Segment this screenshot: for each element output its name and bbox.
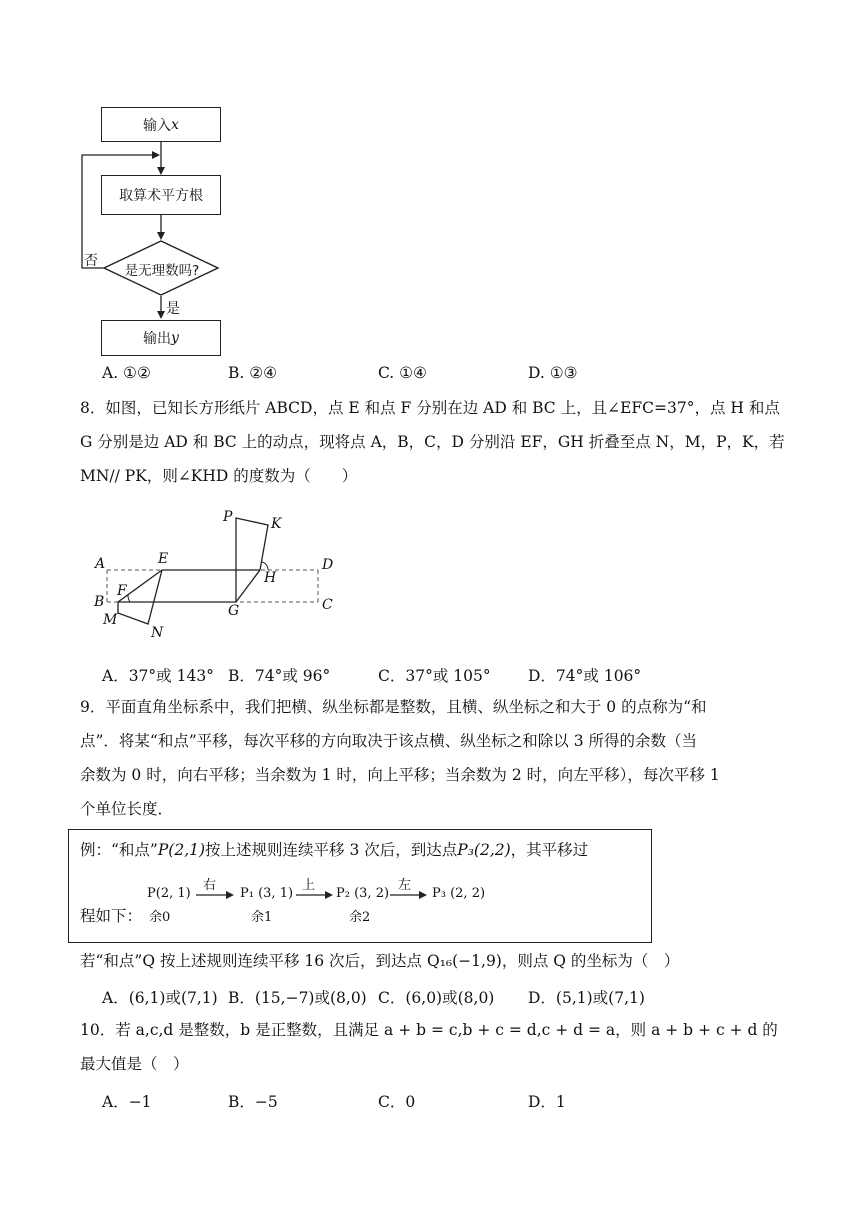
q8-label-b: B [94,594,105,610]
q7-option-a: A. ①② [102,364,151,382]
q8-label-h: H [264,570,277,586]
flow-output-label: 输出 [143,331,172,347]
q8-label-m: M [103,612,118,628]
q9-line-3: 余数为 0 时，向右平移；当余数为 1 时，向上平移；当余数为 2 时，向左平移），每次平移 1 [80,766,720,784]
q8-label-f: F [117,583,127,599]
q8-label-e: E [158,551,169,567]
q9-example-suffix: ，其平移过 [510,841,589,859]
q8-label-p: P [223,509,233,525]
q7-option-b: B. ②④ [228,364,278,382]
flow-no-label: 否 [84,253,98,269]
q9-chain-p3: P₃ (2, 2) [432,886,486,901]
q8-label-g: G [228,603,240,619]
q9-chain-rem2: 余2 [349,910,371,925]
q9-line-4: 个单位长度． [80,800,174,818]
q9-chain-rem1: 余1 [251,910,273,925]
q9-chain-p0: P(2, 1) [147,886,191,901]
q8-label-n: N [151,625,164,641]
q9-chain-dir2: 上 [302,878,316,893]
q9-chain-p2: P₂ (3, 2) [336,886,390,901]
q9-chain-dir3: 左 [398,878,412,893]
q9-option-d: D．(5,1)或(7,1) [528,989,645,1007]
q8-line-1: 8．如图，已知长方形纸片 ABCD，点 E 和点 F 分别在边 AD 和 BC 上，且∠EFC=37°，点 H 和点 [80,399,780,417]
flow-decision-label: 是无理数吗? [124,263,200,279]
q9-example-line-2: 程如下： [80,907,143,925]
q9-chain-dir1: 右 [203,878,217,893]
q8-option-a: A．37°或 143° [102,667,214,685]
q8-label-k: K [271,516,282,532]
q8-label-c: C [322,597,333,613]
q9-option-b: B．(15,−7)或(8,0) [228,989,367,1007]
q8-label-d: D [322,557,334,573]
q9-question: 若“和点”Q 按上述规则连续平移 16 次后，到达点 Q₁₆(−1,9)，则点 Q 的坐标为（ ） [80,952,680,970]
q7-option-d: D. ①③ [528,364,578,382]
q8-option-d: D．74°或 106° [528,667,642,685]
q8-label-a: A [95,556,106,572]
q7-option-c: C. ①④ [378,364,427,382]
flow-step-label: 取算术平方根 [119,188,203,204]
q10-line-1: 10．若 a,c,d 是整数，b 是正整数，且满足 a + b = c,b + c = d,c + d = a，则 a + b + c + d 的 [80,1021,778,1039]
flow-yes-label: 是 [166,301,180,317]
q9-chain-rem0: 余0 [149,910,171,925]
q10-option-b: B．−5 [228,1093,278,1111]
q10-line-2: 最大值是（ ） [80,1055,189,1073]
q8-option-b: B．74°或 96° [228,667,331,685]
flow-output-var: y [171,330,179,346]
flow-input-label: 输入 [143,117,172,134]
q10-option-a: A．−1 [102,1093,152,1111]
q9-chain-arrows [0,0,500,920]
flow-input-var: x [171,116,179,133]
q9-line-1: 9．平面直角坐标系中，我们把横、纵坐标都是整数，且横、纵坐标之和大于 0 的点称为“和 [80,698,707,716]
q10-option-d: D．1 [528,1093,566,1111]
q8-line-2: G 分别是边 AD 和 BC 上的动点，现将点 A，B，C，D 分别沿 EF，GH 折叠至点 N，M，P，K，若 [80,433,785,451]
q9-line-2: 点”．将某“和点”平移，每次平移的方向取决于该点横、纵坐标之和除以 3 所得的余数（当 [80,732,697,750]
q9-option-c: C．(6,0)或(8,0) [378,989,495,1007]
q9-option-a: A．(6,1)或(7,1) [102,989,218,1007]
q10-option-c: C．0 [378,1093,416,1111]
q9-example-mid: 按上述规则连续平移 3 次后，到达点 [205,841,458,859]
q9-example-p3: P₃(2,2) [457,841,511,859]
q9-example-p: P(2,1) [157,841,206,859]
q9-chain-p1: P₁ (3, 1) [240,886,294,901]
q8-line-3: MN// PK，则∠KHD 的度数为（ ） [80,467,358,485]
q8-option-c: C．37°或 105° [378,667,491,685]
q9-example-prefix: 例：“和点” [80,841,158,859]
